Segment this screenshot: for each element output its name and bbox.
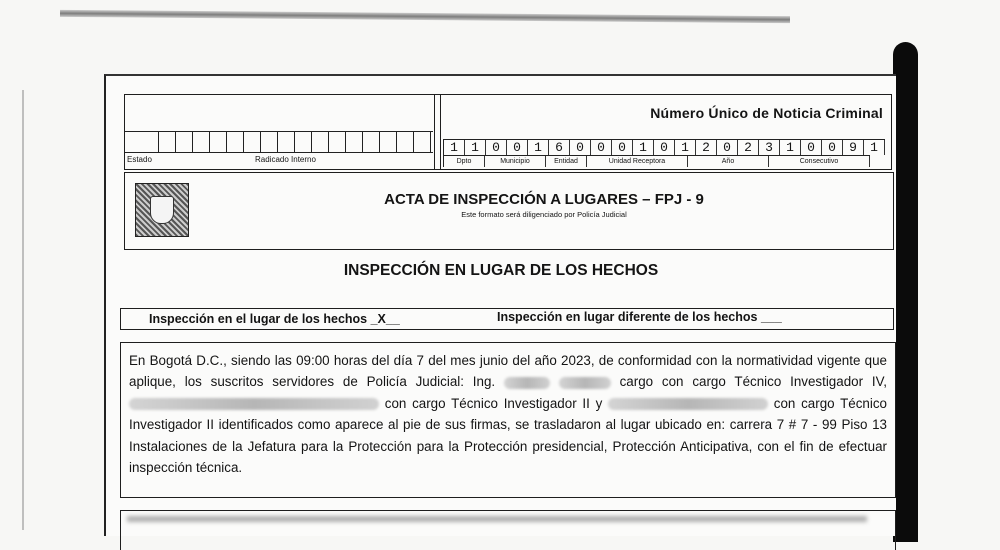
digit: 0: [822, 140, 843, 155]
narrative-part-4: con cargo Técnico Investigador II identificados como aparece al pie de sus firmas, se trasladaron al lugar ubicado en: carrera 7 # 7 - 99 Piso 13 Instalaciones de la Jefatura para la Protección para la Protección presidencial, Protección Anticipativa, con el fin de efectuar inspección técnica.: [129, 395, 887, 476]
segment-label: Consecutivo: [769, 156, 870, 167]
section-title: INSPECCIÓN EN LUGAR DE LOS HECHOS: [343, 262, 659, 279]
paper-edge-left: [22, 90, 24, 530]
blurred-text-line: [127, 516, 867, 522]
digit: 0: [612, 140, 633, 155]
segment-label: Dpto: [444, 156, 485, 167]
segment-label: Unidad Receptora: [587, 156, 688, 167]
narrative-part-2: cargo con cargo Técnico Investigador IV,: [619, 374, 887, 390]
estado-label: Estado: [127, 155, 152, 164]
acta-title: ACTA DE INSPECCIÓN A LUGARES – FPJ - 9: [384, 191, 704, 208]
digit: 0: [570, 140, 591, 155]
divider-double: [437, 95, 441, 169]
narrative-part-1: En Bogotá D.C., siendo las 09:00 horas del día 7 del mes junio del año 2023, de conformidad con la normatividad vigente que aplique, los suscritos servidores de Policía Judicial: Ing.: [129, 353, 887, 390]
radicado-cells: [125, 131, 433, 153]
segment-label: Entidad: [546, 156, 587, 167]
digit: 1: [780, 140, 801, 155]
header-form-block: [124, 94, 892, 170]
digit: 1: [465, 140, 486, 155]
inspection-option-other-site: Inspección en lugar diferente de los hechos ___: [497, 310, 782, 324]
digit: 1: [444, 140, 465, 155]
digit: 1: [633, 140, 654, 155]
narrative-part-3: con cargo Técnico Investigador II y: [384, 395, 603, 411]
digit: 0: [591, 140, 612, 155]
redacted-name: [608, 398, 768, 410]
digit: 0: [717, 140, 738, 155]
redacted-name: [559, 377, 611, 389]
inspection-option-on-site: Inspección en el lugar de los hechos _X__: [149, 312, 400, 326]
radicado-label: Radicado Interno: [255, 155, 316, 164]
redacted-name: [129, 398, 379, 410]
noticia-digits: [443, 139, 885, 155]
digit: 1: [864, 140, 885, 155]
next-section-box: [120, 510, 896, 550]
shield-icon: [150, 196, 174, 224]
digit: 2: [738, 140, 759, 155]
noticia-segment-labels: [443, 155, 870, 167]
digit: 1: [675, 140, 696, 155]
digit: 0: [654, 140, 675, 155]
scanner-shadow-bar: [893, 42, 918, 542]
digit: 0: [486, 140, 507, 155]
digit: 6: [549, 140, 570, 155]
digit: 1: [528, 140, 549, 155]
numero-unico-title: Número Único de Noticia Criminal: [650, 105, 883, 121]
digit: 3: [759, 140, 780, 155]
digit: 0: [507, 140, 528, 155]
acta-title-block: [124, 172, 894, 250]
digit: 2: [696, 140, 717, 155]
coat-of-arms-icon: [135, 183, 189, 237]
segment-label: Año: [688, 156, 769, 167]
document-page: [104, 74, 896, 536]
digit: 0: [801, 140, 822, 155]
segment-label: Municipio: [485, 156, 546, 167]
inspection-options-row: [120, 308, 894, 330]
narrative-paragraph: [129, 350, 887, 478]
paper-edge-top: [60, 10, 790, 23]
acta-subtitle: Este formato será diligenciado por Policía Judicial: [461, 210, 627, 219]
narrative-box: [120, 342, 896, 498]
radicado-block: [125, 95, 435, 169]
digit: 9: [843, 140, 864, 155]
redacted-name: [504, 377, 550, 389]
